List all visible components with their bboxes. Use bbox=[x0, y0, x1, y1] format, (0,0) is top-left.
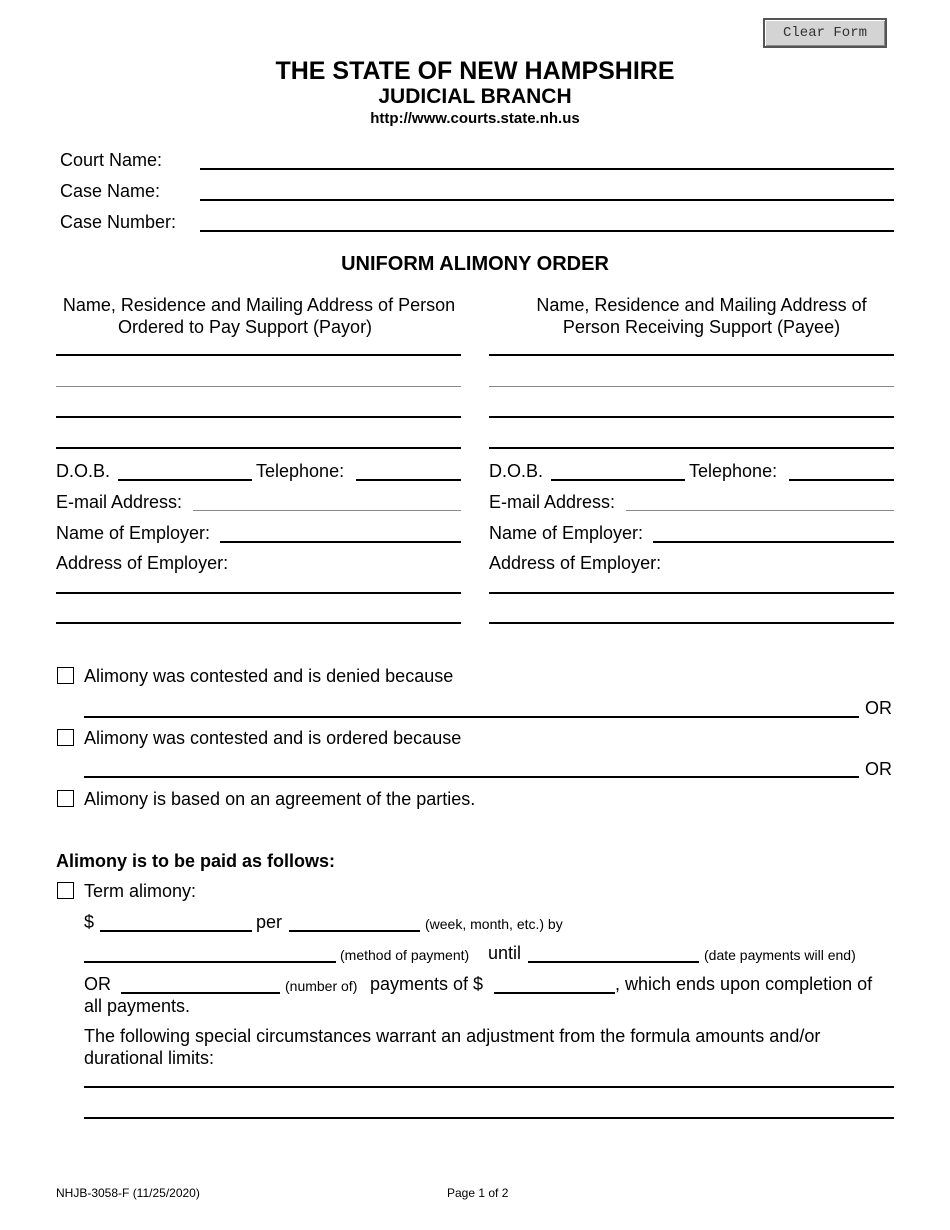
payor-employer-address-label: Address of Employer: bbox=[56, 553, 229, 573]
payee-telephone-label: Telephone: bbox=[689, 461, 778, 481]
payee-email-field[interactable] bbox=[626, 510, 894, 511]
or-label-1: OR bbox=[865, 698, 892, 718]
case-number-field[interactable] bbox=[200, 230, 894, 232]
ordered-label: Alimony was contested and is ordered because bbox=[84, 728, 462, 748]
payment-heading: Alimony is to be paid as follows: bbox=[56, 851, 336, 871]
ordered-checkbox[interactable] bbox=[57, 729, 74, 746]
payor-dob-field[interactable] bbox=[118, 479, 252, 481]
payee-title-line1: Name, Residence and Mailing Address of bbox=[536, 295, 867, 315]
payor-address-field-1[interactable] bbox=[56, 386, 461, 387]
agreement-checkbox[interactable] bbox=[57, 790, 74, 807]
form-id: NHJB-3058-F (11/25/2020) bbox=[56, 1186, 200, 1200]
payor-title-line2: Ordered to Pay Support (Payor) bbox=[117, 317, 373, 337]
payor-email-field[interactable] bbox=[193, 510, 461, 511]
denied-reason-field[interactable] bbox=[84, 716, 859, 718]
denied-checkbox[interactable] bbox=[57, 667, 74, 684]
dollar-sign: $ bbox=[84, 912, 95, 932]
court-name-label: Court Name: bbox=[60, 150, 163, 170]
payor-address-field-3[interactable] bbox=[56, 447, 461, 449]
period-note: (week, month, etc.) by bbox=[425, 916, 563, 932]
case-number-label: Case Number: bbox=[60, 212, 177, 232]
court-name-field[interactable] bbox=[200, 168, 894, 170]
court-url: http://www.courts.state.nh.us bbox=[370, 110, 580, 127]
payee-address-field-2[interactable] bbox=[489, 416, 894, 418]
payee-telephone-field[interactable] bbox=[789, 479, 894, 481]
payor-email-label: E-mail Address: bbox=[56, 492, 183, 512]
payor-employer-address-field-1[interactable] bbox=[56, 592, 461, 594]
payor-employer-label: Name of Employer: bbox=[56, 523, 211, 543]
method-field[interactable] bbox=[84, 961, 336, 963]
state-title: THE STATE OF NEW HAMPSHIRE bbox=[275, 57, 675, 85]
payee-employer-address-label: Address of Employer: bbox=[489, 553, 662, 573]
payee-address-field-3[interactable] bbox=[489, 447, 894, 449]
payor-title-line1: Name, Residence and Mailing Address of Person bbox=[62, 295, 456, 315]
number-of-payments-field[interactable] bbox=[121, 992, 280, 994]
payee-name-field[interactable] bbox=[489, 354, 894, 356]
payee-title-line2: Person Receiving Support (Payee) bbox=[562, 317, 841, 337]
payee-employer-address-field-1[interactable] bbox=[489, 592, 894, 594]
amount-field[interactable] bbox=[100, 930, 252, 932]
payments-of-label: payments of $ bbox=[370, 974, 484, 994]
denied-label: Alimony was contested and is denied because bbox=[84, 666, 454, 686]
special-circumstances-field-2[interactable] bbox=[84, 1117, 894, 1119]
case-name-field[interactable] bbox=[200, 199, 894, 201]
payor-telephone-label: Telephone: bbox=[256, 461, 345, 481]
per-label: per bbox=[256, 912, 283, 932]
payor-address-field-2[interactable] bbox=[56, 416, 461, 418]
special-circumstances-field-1[interactable] bbox=[84, 1086, 894, 1088]
method-note: (method of payment) bbox=[340, 947, 470, 963]
payee-employer-field[interactable] bbox=[653, 541, 894, 543]
form-title: UNIFORM ALIMONY ORDER bbox=[341, 253, 609, 275]
payee-dob-field[interactable] bbox=[551, 479, 685, 481]
ordered-reason-field[interactable] bbox=[84, 776, 859, 778]
ends-text: , which ends upon completion of bbox=[615, 974, 873, 994]
payee-employer-address-field-2[interactable] bbox=[489, 622, 894, 624]
end-date-note: (date payments will end) bbox=[704, 947, 856, 963]
period-field[interactable] bbox=[289, 930, 420, 932]
payor-employer-field[interactable] bbox=[220, 541, 461, 543]
branch-title: JUDICIAL BRANCH bbox=[378, 85, 572, 108]
payee-employer-label: Name of Employer: bbox=[489, 523, 644, 543]
special-circumstances-line2: durational limits: bbox=[84, 1048, 215, 1068]
clear-form-button[interactable]: Clear Form bbox=[763, 18, 887, 48]
case-name-label: Case Name: bbox=[60, 181, 161, 201]
end-date-field[interactable] bbox=[528, 961, 699, 963]
payor-employer-address-field-2[interactable] bbox=[56, 622, 461, 624]
payee-email-label: E-mail Address: bbox=[489, 492, 616, 512]
payee-address-field-1[interactable] bbox=[489, 386, 894, 387]
payor-name-field[interactable] bbox=[56, 354, 461, 356]
number-note: (number of) bbox=[285, 978, 358, 994]
agreement-label: Alimony is based on an agreement of the parties. bbox=[84, 789, 476, 809]
payment-amount-field[interactable] bbox=[494, 992, 615, 994]
payor-dob-label: D.O.B. bbox=[56, 461, 111, 481]
payee-dob-label: D.O.B. bbox=[489, 461, 544, 481]
or-label-2: OR bbox=[865, 759, 892, 779]
all-payments-text: all payments. bbox=[84, 996, 191, 1016]
term-alimony-checkbox[interactable] bbox=[57, 882, 74, 899]
payor-telephone-field[interactable] bbox=[356, 479, 461, 481]
special-circumstances-line1: The following special circumstances warrant an adjustment from the formula amounts and/or bbox=[84, 1026, 821, 1046]
term-alimony-label: Term alimony: bbox=[84, 881, 197, 901]
until-label: until bbox=[488, 943, 522, 963]
or-label-3: OR bbox=[84, 974, 111, 994]
page-number: Page 1 of 2 bbox=[447, 1186, 509, 1200]
